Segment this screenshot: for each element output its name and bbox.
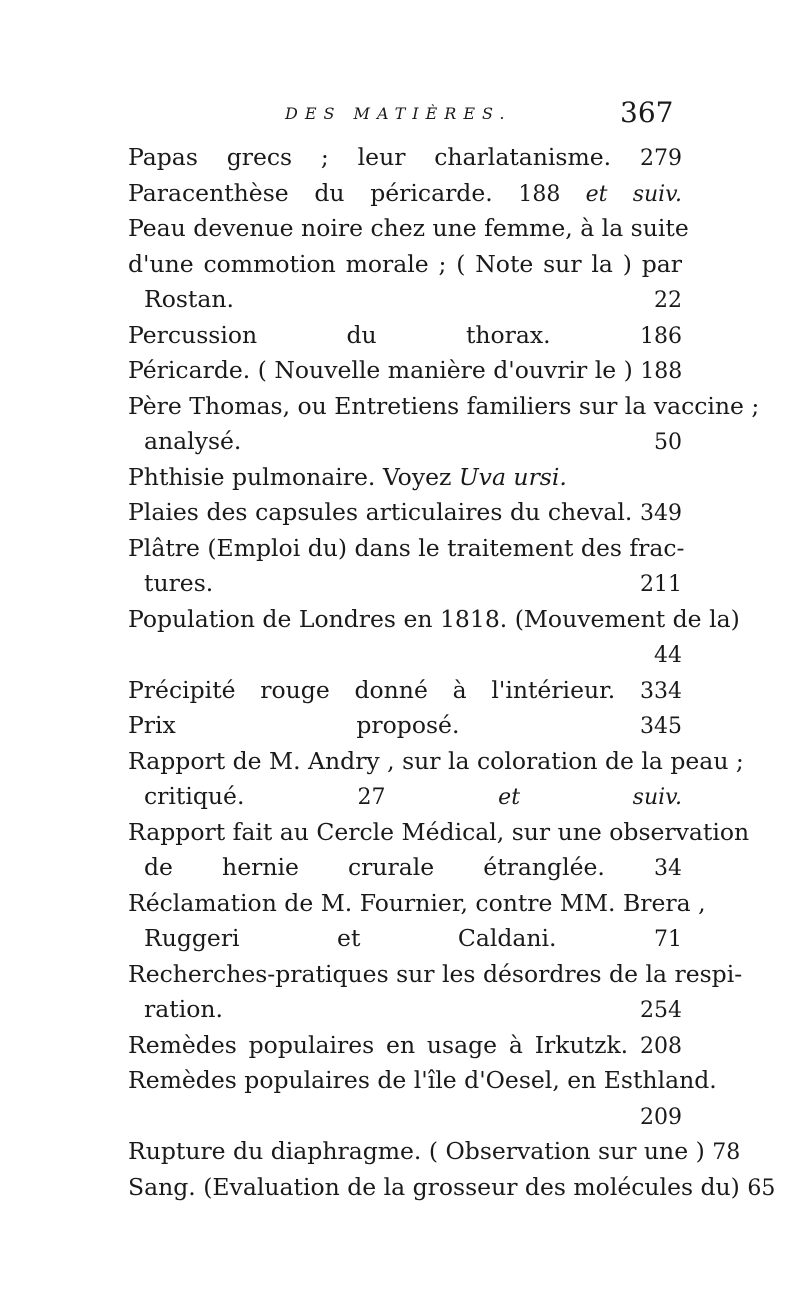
index-entry (128, 1028, 682, 1064)
page-reference: 44 (654, 643, 682, 668)
index-entry (128, 886, 706, 922)
entry-text: Réclamation de M. Fournier, contre MM. Brera , (128, 888, 706, 917)
index-entry-continuation (128, 637, 682, 673)
index-entry (128, 1170, 776, 1206)
page-reference: 34 (654, 856, 682, 881)
page-reference: 188 et suiv. (518, 181, 682, 207)
index-entry (128, 708, 682, 744)
index-entry (128, 1063, 717, 1099)
index-entry-continuation (128, 247, 682, 283)
index-entry-continuation (128, 566, 682, 602)
index-entry (128, 140, 682, 176)
entry-text: de hernie crurale étranglée. (144, 853, 605, 881)
index-entry (128, 957, 743, 993)
page-reference: 186 (640, 323, 682, 349)
entry-text: Paracenthèse du péricarde. (128, 178, 493, 207)
entry-text: Recherches-pratiques sur les désordres de la respi- (128, 959, 743, 988)
page-reference: 208 (640, 1033, 682, 1059)
index-entry (128, 318, 682, 354)
entry-text: Père Thomas, ou Entretiens familiers sur la vaccine ; (128, 391, 760, 420)
page-reference: 209 (640, 1104, 682, 1130)
entry-text: ration. (144, 995, 223, 1023)
entry-text: Prix proposé. (128, 711, 460, 739)
entry-text: d'une commotion morale ; ( Note sur la ) par (128, 249, 682, 278)
entry-text: Précipité rouge donné à l'intérieur. (128, 675, 616, 704)
index-entry (128, 211, 689, 247)
index-entry (128, 1134, 741, 1170)
page-reference: 188 (640, 359, 683, 384)
index-entries (128, 140, 776, 1205)
index-entry (128, 460, 682, 496)
entry-text: Plaies des capsules articulaires du cheval. (128, 498, 633, 526)
entry-text: Plâtre (Emploi du) dans le traitement des frac- (128, 533, 685, 562)
index-entry (128, 531, 685, 567)
page-reference: 50 (654, 430, 682, 455)
entry-text: Sang. (Evaluation de la grosseur des molécules du) (128, 1172, 740, 1201)
index-entry (128, 815, 750, 851)
index-entry-continuation (128, 992, 682, 1028)
index-entry (128, 673, 682, 709)
index-entry (128, 176, 682, 212)
index-entry-continuation (128, 921, 682, 957)
page-reference: 65 (747, 1175, 776, 1201)
entry-text: Population de Londres en 1818. (Mouvement de la) (128, 604, 740, 633)
entry-text: Rupture du diaphragme. ( Observation sur une ) (128, 1137, 705, 1165)
page-reference: 279 (639, 146, 682, 171)
index-entry (128, 495, 682, 531)
entry-text: Papas grecs ; leur charlatanisme. (128, 143, 612, 171)
cross-reference: Uva ursi. (458, 462, 567, 491)
running-head (0, 96, 800, 136)
page-reference: 345 (640, 714, 682, 739)
index-entry-continuation (128, 424, 682, 460)
entry-text: Ruggeri et Caldani. (144, 924, 557, 952)
index-entry (128, 602, 740, 638)
page-reference: 22 (654, 288, 682, 313)
index-entry (128, 389, 760, 425)
index-entry-continuation (128, 1099, 682, 1135)
page-reference: 334 (639, 678, 682, 704)
entry-text: Rostan. (144, 285, 234, 313)
page-reference: 27 et suiv. (357, 785, 682, 810)
page-reference: 78 (712, 1140, 741, 1165)
entry-text: Péricarde. ( Nouvelle manière d'ouvrir le ) (128, 356, 633, 384)
entry-text: Remèdes populaires en usage à Irkutzk. (128, 1030, 629, 1059)
page-number: 367 (620, 96, 674, 129)
index-entry-continuation (128, 282, 682, 318)
page-reference: 349 (640, 501, 682, 526)
entry-text: Remèdes populaires de l'île d'Oesel, en Esthland. (128, 1066, 717, 1094)
entry-text: tures. (144, 569, 214, 597)
page-reference: 71 (654, 927, 682, 952)
entry-text: Peau devenue noire chez une femme, à la suite (128, 214, 689, 242)
entry-text: Rapport de M. Andry , sur la coloration de la peau ; (128, 746, 744, 775)
entry-text: Phthisie pulmonaire. Voyez (128, 462, 452, 491)
entry-text: Percussion du thorax. (128, 320, 551, 349)
index-entry (128, 353, 682, 389)
running-head-title: DES MATIÈRES. (285, 104, 512, 123)
index-entry-continuation (128, 779, 682, 815)
entry-text: critiqué. (144, 782, 245, 810)
entry-text: analysé. (144, 427, 242, 455)
index-entry (128, 744, 744, 780)
page-reference: 254 (640, 998, 682, 1023)
index-entry-continuation (128, 850, 682, 886)
page-reference: 211 (640, 572, 682, 597)
entry-text: Rapport fait au Cercle Médical, sur une observation (128, 817, 750, 846)
